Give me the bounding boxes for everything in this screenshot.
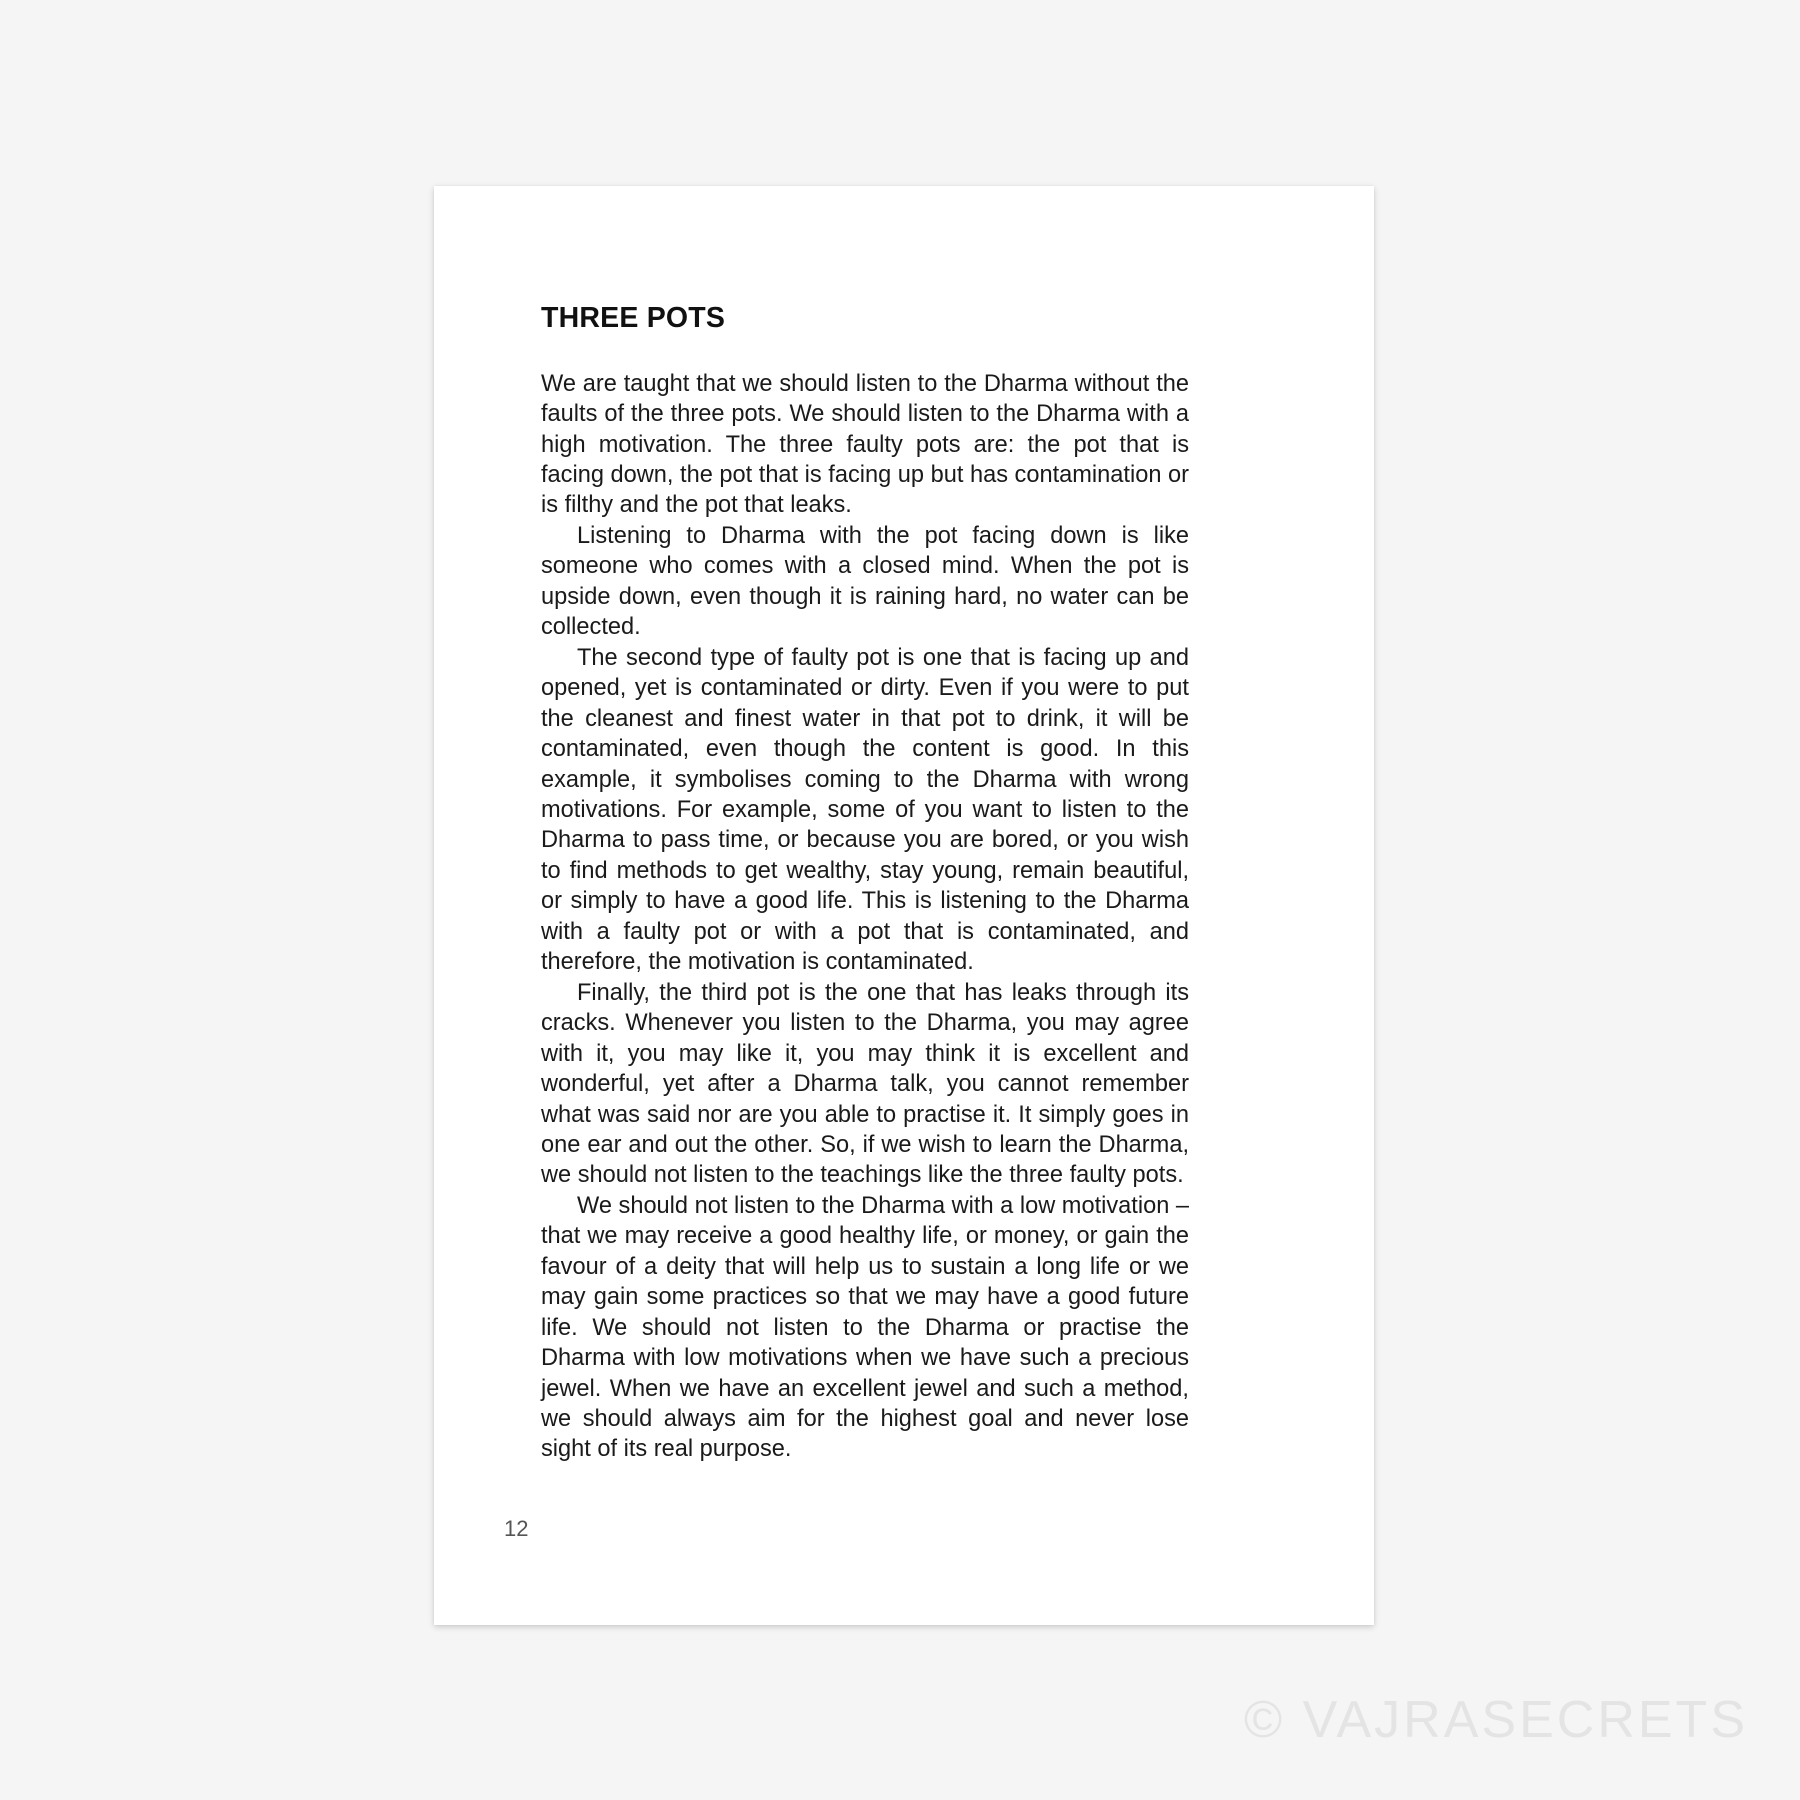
page-content — [541, 301, 1189, 1465]
paragraph-4: Finally, the third pot is the one that has leaks through its cracks. Whenever you listen to the Dharma, you may agree with it, you may like it, you may think it is excellent and wonderful, yet after a Dharma talk, you cannot remember what was said nor are you able to practise it. It simply goes in one ear and out the other. So, if we wish to learn the Dharma, we should not listen to the teachings like the three faulty pots. — [541, 979, 1189, 1189]
page-number: 12 — [504, 1516, 529, 1541]
book-page — [434, 186, 1374, 1625]
paragraph-5: We should not listen to the Dharma with a low motivation – that we may receive a good healthy life, or money, or gain the favour of a deity that will help us to sustain a long life or we may gain some practices so that we may have a good future life. We should not listen to the Dharma or practise the Dharma with low motivations when we have such a precious jewel. When we have an excellent jewel and such a method, we should always aim for the highest goal and never lose sight of its real purpose. — [541, 1192, 1189, 1463]
paragraph-2: Listening to Dharma with the pot facing down is like someone who comes with a closed mind. When the pot is upside down, even though it is raining hard, no water can be collected. — [541, 522, 1189, 641]
page-title: THREE POTS — [541, 302, 726, 334]
paragraph-1: We are taught that we should listen to the Dharma without the faults of the three pots. We should listen to the Dharma with a high motivation. The three faulty pots are: the pot that is facing down, the pot that is facing up but has contamination or is filthy and the pot that leaks. — [541, 370, 1189, 519]
watermark: © VAJRASECRETS — [1243, 1691, 1748, 1749]
paragraph-3: The second type of faulty pot is one that is facing up and opened, yet is contaminated or dirty. Even if you were to put the cleanest and finest water in that pot to drink, it will be contaminated, even though the content is good. In this example, it symbolises coming to the Dharma with wrong motivations. For example, some of you want to listen to the Dharma to pass time, or because you are bored, or you wish to find methods to get wealthy, stay young, remain beautiful, or simply to have a good life. This is listening to the Dharma with a faulty pot or with a pot that is contaminated, and therefore, the motivation is contaminated. — [541, 644, 1189, 976]
